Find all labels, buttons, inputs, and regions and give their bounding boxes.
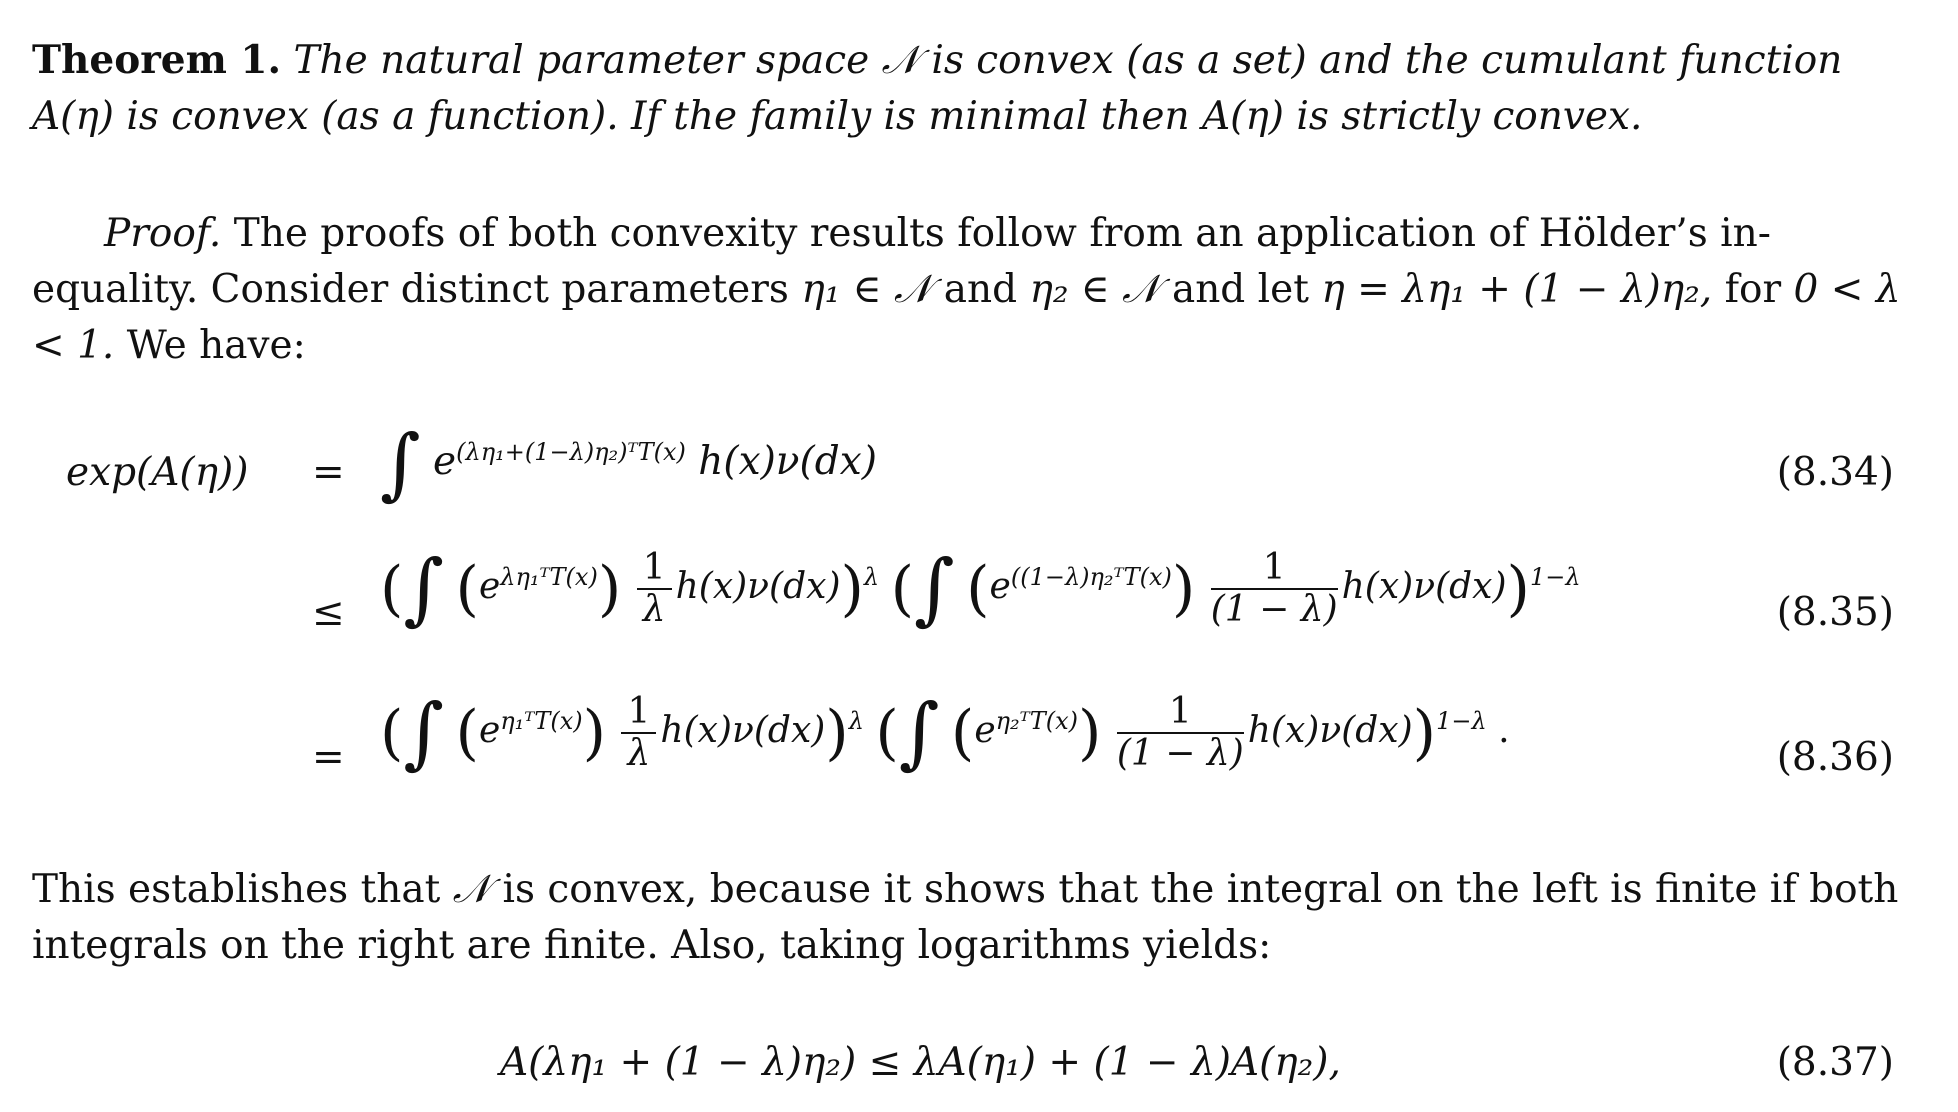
eq3-exp-1: η₁ᵀT(x) [500, 707, 583, 735]
theorem-text-b: is convex (as a set) and the cumulant function [931, 38, 1843, 83]
eq3-paren-close-2: ) [1078, 698, 1102, 768]
theorem-statement [32, 32, 1902, 145]
lhs-exp-A-eta: exp(A(η)) [66, 450, 249, 495]
eq3-e-2: e [974, 710, 996, 751]
eq3-tail-2: h(x)ν(dx) [1247, 710, 1413, 751]
theorem-text-c: is convex (as a function). If the family is minimal then [126, 94, 1190, 139]
theorem-set-N: 𝒩 [881, 38, 919, 83]
theorem-label: Theorem 1. [32, 37, 282, 83]
eq2-number: (8.35) [1776, 590, 1894, 635]
eq3-close-1: ) [825, 698, 849, 768]
eq1-e: e [433, 439, 457, 484]
eq1-rhs [380, 419, 877, 509]
eq3-frac-1-den: λ [627, 733, 651, 774]
eq2-e-1: e [478, 566, 501, 607]
eq2-frac-2-den: (1 − λ) [1210, 589, 1338, 630]
proof-eta1-in-N: η₁ ∈ 𝒩 [801, 267, 932, 312]
eq2-close-2: ) [1506, 554, 1530, 624]
eq3-e-1: e [478, 710, 501, 751]
proof-text-a: The proofs of both convexity results follow from an application of Hölder’s in-equality. Consider distinct parameters [32, 211, 1771, 312]
eq2-open-1: ( [380, 554, 404, 624]
eq3-paren-open-2: ( [950, 698, 975, 768]
eq3-frac-2-den: (1 − λ) [1116, 733, 1244, 774]
eq3-integral-1: ∫ [403, 688, 445, 778]
eq1-number: (8.34) [1776, 450, 1894, 495]
eq2-paren-close-1: ) [597, 554, 622, 624]
eq2-paren-open-1: ( [455, 554, 479, 624]
eq2-tail-2: h(x)ν(dx) [1341, 566, 1507, 607]
eq2-pow-1: λ [863, 563, 880, 591]
theorem-A-eta-2: A(η) [1201, 94, 1284, 139]
eq3-paren-open-1: ( [455, 698, 479, 768]
eq3-tail-1: h(x)ν(dx) [660, 710, 826, 751]
conclusion-set-N: 𝒩 [452, 867, 491, 912]
equation-lhs [66, 450, 248, 495]
eq3-relation: = [312, 735, 345, 780]
eq2-frac-2-num: 1 [1211, 548, 1338, 590]
eq2-frac-1 [637, 548, 672, 630]
eq2-close-1: ) [840, 554, 864, 624]
eq2-frac-1-num: 1 [637, 548, 672, 590]
proof-eta-def: η = λη₁ + (1 − λ)η₂, [1321, 267, 1713, 312]
eq2-open-2: ( [890, 554, 915, 624]
eq3-rhs [380, 688, 1510, 778]
proof-and-let: and let [1171, 267, 1309, 312]
proof-eta2-in-N: η₂ ∈ 𝒩 [1029, 267, 1160, 312]
proof-label: Proof. [104, 211, 222, 256]
eq2-pow-2: 1−λ [1529, 563, 1581, 591]
eq1-relation: = [312, 450, 345, 495]
eq3-frac-1 [621, 692, 656, 774]
theorem-A-eta-1: A(η) [32, 94, 114, 139]
eq1-tail: h(x)ν(dx) [698, 439, 877, 484]
eq3-dot: . [1498, 710, 1510, 751]
eq3-frac-1-num: 1 [621, 692, 656, 734]
eq3-exp-2: η₂ᵀT(x) [995, 707, 1078, 735]
eq2-relation: ≤ [312, 590, 345, 635]
eq3-open-1: ( [380, 698, 404, 768]
final-eq-number: (8.37) [1776, 1040, 1894, 1085]
conclusion-paragraph [32, 862, 1902, 974]
proof-lambda-range: 0 < λ < 1. [32, 267, 1901, 368]
conclusion-text-a: This establishes that [32, 867, 441, 912]
eq2-exp-2: ((1−λ)η₂ᵀT(x) [1010, 563, 1172, 591]
eq2-e-2: e [989, 566, 1011, 607]
theorem-text-d: is strictly convex. [1296, 94, 1643, 139]
eq2-tail-1: h(x)ν(dx) [675, 566, 841, 607]
conclusion-text-b: is convex, because it shows that the integral on the left is finite if both integrals on the right are finite. Also, taking logarithms yields: [32, 867, 1899, 968]
eq3-frac-2-num: 1 [1117, 692, 1244, 734]
eq2-paren-close-2: ) [1171, 554, 1196, 624]
eq2-frac-2 [1211, 548, 1338, 630]
eq3-number: (8.36) [1776, 735, 1894, 780]
eq3-pow-1: λ [848, 707, 864, 735]
proof-and-1: and [943, 267, 1018, 312]
eq2-rhs [380, 544, 1581, 634]
eq1-integral-sign: ∫ [380, 419, 421, 509]
eq2-exp-1: λη₁ᵀT(x) [500, 563, 598, 591]
eq3-integral-2: ∫ [898, 688, 940, 778]
proof-we-have: We have: [126, 323, 306, 368]
theorem-text-a: The natural parameter space [293, 38, 870, 83]
eq2-frac-1-den: λ [642, 589, 666, 630]
eq2-paren-open-2: ( [966, 554, 990, 624]
final-equation: A(λη₁ + (1 − λ)η₂) ≤ λA(η₁) + (1 − λ)A(η₂), [500, 1040, 1341, 1085]
eq1-exponent: (λη₁+(1−λ)η₂)ᵀT(x) [456, 438, 686, 466]
eq3-pow-2: 1−λ [1436, 707, 1487, 735]
eq3-paren-close-1: ) [582, 698, 607, 768]
eq3-open-2: ( [875, 698, 899, 768]
proof-paragraph [32, 206, 1902, 374]
eq2-integral-2: ∫ [914, 544, 955, 634]
proof-for: for [1724, 267, 1782, 312]
eq2-integral-1: ∫ [403, 544, 445, 634]
eq3-frac-2 [1117, 692, 1244, 774]
eq3-close-2: ) [1412, 698, 1437, 768]
